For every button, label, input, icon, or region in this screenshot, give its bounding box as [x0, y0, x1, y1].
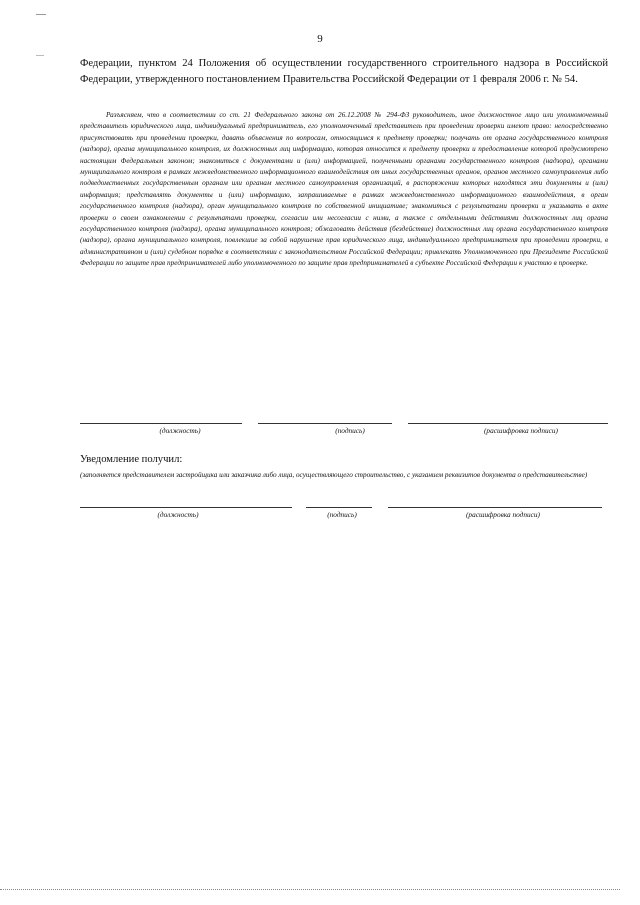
page-number: 9 — [317, 33, 323, 45]
position-caption: (должность) — [157, 510, 199, 519]
signature-line — [258, 423, 392, 424]
decoding-line — [388, 507, 602, 508]
decoding-caption: (расшифровка подписи) — [466, 510, 540, 519]
rights-explanation-paragraph: Разъясняем, что в соответствии со ст. 21 Федерального закона от 26.12.2008 № 294-ФЗ руководитель, иное должностное лицо или уполномоченный представитель юридического лица, индивидуальный предприниматель, его уполномоченный представитель при проведении проверки имеют право: непосредственно присутствовать при проведении проверки, давать объяснения по вопросам, относящимся к предмету проверки; получать от органа государственного контроля (надзора), органа муниципального контроля, их должностных лиц информацию, которая относится к предмету проверки и предоставление которой предусмотрено настоящим Федеральным законом; знакомиться с документами и (или) информацией, полученными органами государственного контроля (надзора), органами муниципального контроля в рамках межведомственного информационного взаимодействия от иных государственных органов, органов местного самоуправления либо подведомственных государственным органам или органам местного самоуправления организаций, в распоряжении которых находятся эти документы и (или) информация; представлять документы и (или) информацию, запрашиваемые в рамках межведомственного информационного взаимодействия, в орган государственного контроля (надзора), орган муниципального контроля по собственной инициативе; знакомиться с результатами проверки и указывать в акте проверки о своем ознакомлении с результатами проверки, согласии или несогласии с ними, а также с отдельными действиями должностных лиц органа государственного контроля (надзора), органа муниципального контроля; обжаловать действия (бездействие) должностных лиц органа государственного контроля (надзора), органа муниципального контроля, повлекшие за собой нарушение прав юридического лица, индивидуального предпринимателя при проведении проверки, в административном и (или) судебном порядке в соответствии с законодательством Российской Федерации; привлекать Уполномоченного при Президенте Российской Федерации по защите прав предпринимателей либо уполномоченного по защите прав предпринимателей в субъекте Российской Федерации к участию в проверке. — [80, 111, 608, 268]
position-caption: (должность) — [159, 426, 201, 435]
decoding-caption: (расшифровка подписи) — [484, 426, 558, 435]
lead-paragraph: Федерации, пунктом 24 Положения об осуществлении государственного строительного надзора в Российской Федерации, утвержденного постановлением Правительства Российской Федерации от 1 февраля 2006 г. № 54. — [80, 58, 608, 85]
position-line — [80, 423, 242, 424]
decoding-line — [408, 423, 608, 424]
signature-caption: (подпись) — [327, 510, 357, 519]
signature-line — [306, 507, 372, 508]
signature-caption: (подпись) — [335, 426, 365, 435]
notice-title: Уведомление получил: — [80, 454, 183, 465]
corner-mark-left — [36, 55, 44, 56]
notice-note: (заполняется представителем застройщика или заказчика либо лица, осуществляющего строительство, с указанием реквизитов документа о представительстве) — [80, 471, 588, 479]
corner-mark-top — [36, 14, 46, 15]
position-line — [80, 507, 292, 508]
bottom-scan-edge — [0, 889, 620, 890]
